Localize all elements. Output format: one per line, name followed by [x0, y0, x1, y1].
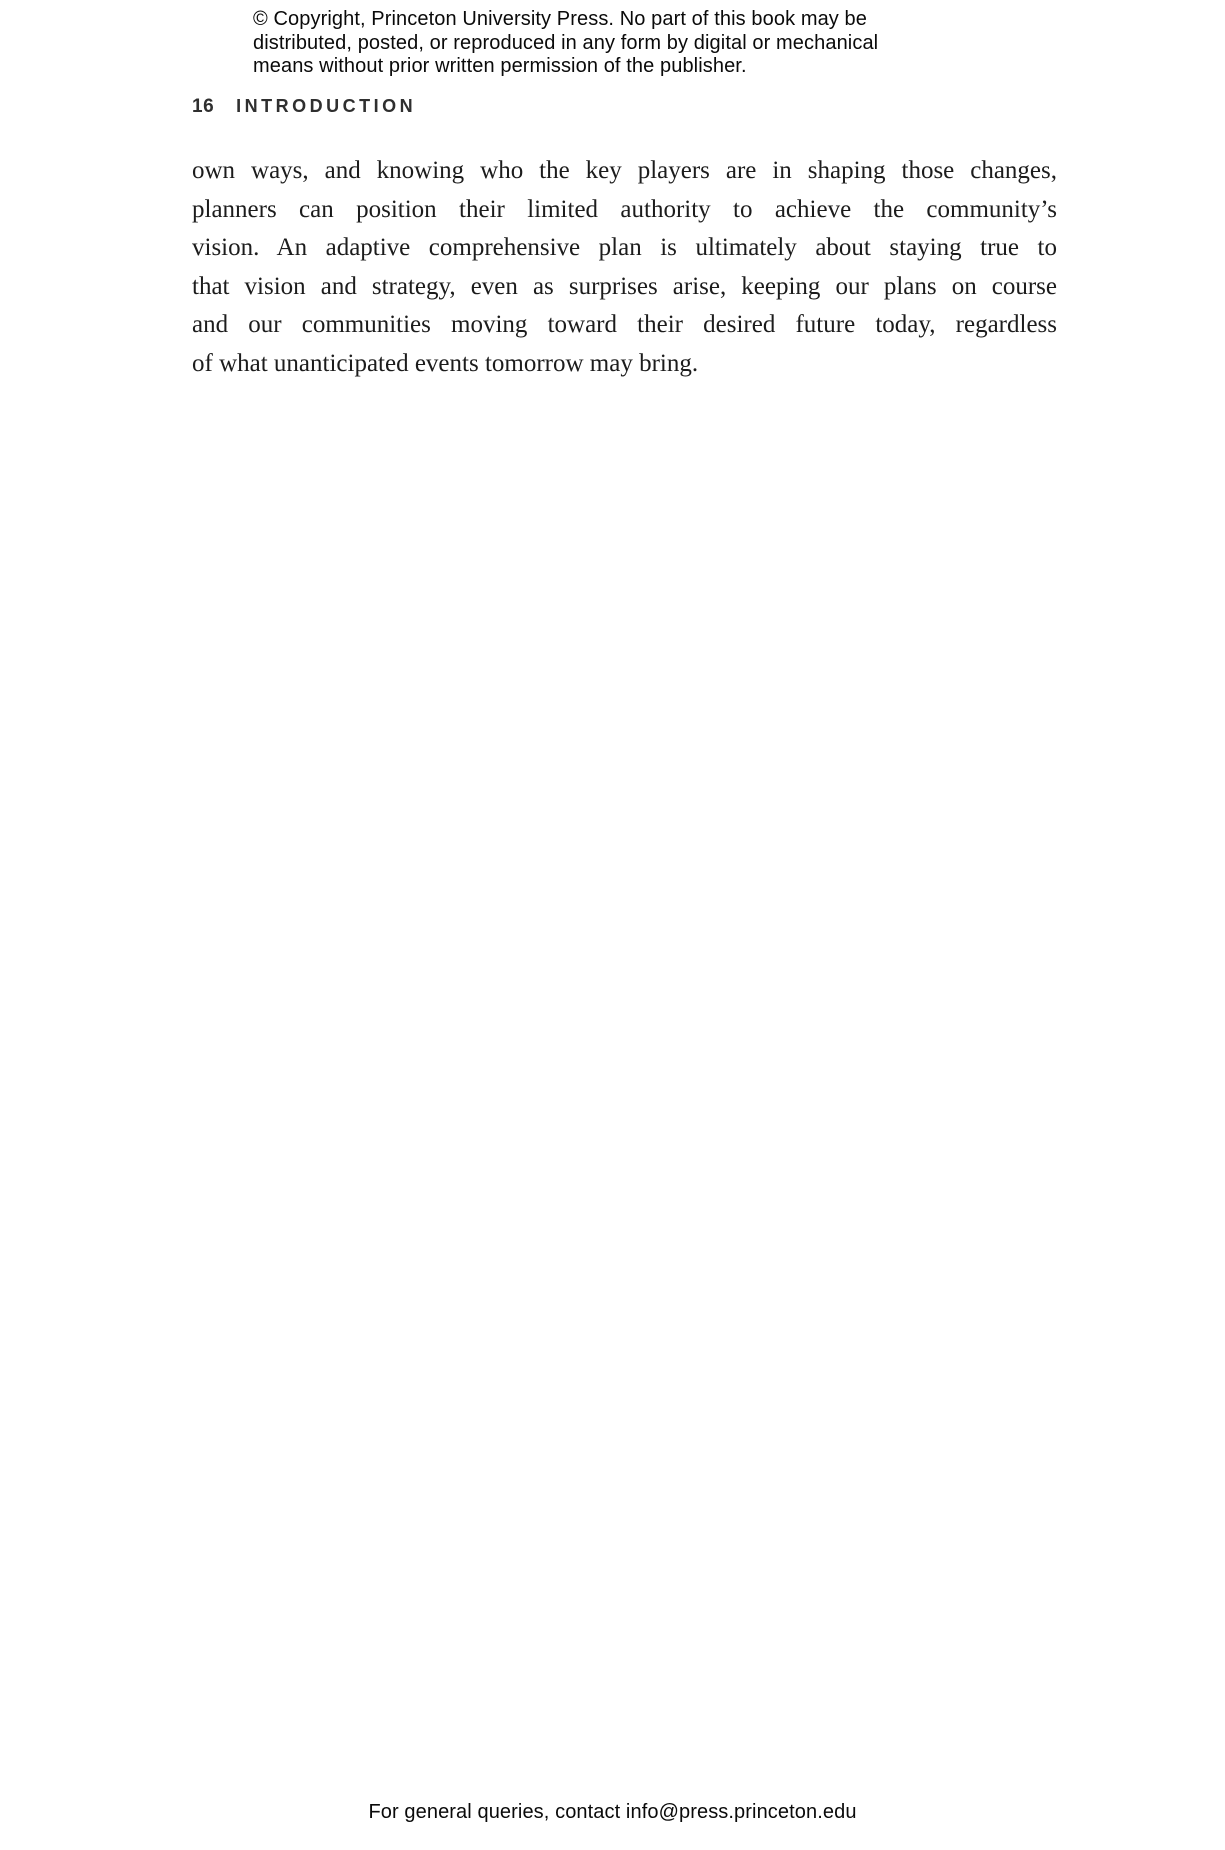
copyright-notice-line: © Copyright, Princeton University Press. No part of this book may be: [253, 8, 868, 30]
copyright-notice-line: distributed, posted, or reproduced in any form by digital or mechanical: [253, 31, 879, 54]
footer-contact-line: For general queries, contact info@press.princeton.edu: [368, 1801, 857, 1823]
section-title: INTRODUCTION: [236, 96, 417, 116]
copyright-notice-line: means without prior written permission of the publisher.: [253, 55, 747, 77]
page-number: 16: [192, 96, 215, 117]
body-text-line: own ways, and knowing who the key players are in shaping those changes,: [192, 157, 1057, 184]
body-paragraph: [192, 152, 1057, 384]
body-text-line: planners can position their limited authority to achieve the community’s: [192, 195, 1057, 223]
running-head: [192, 96, 416, 118]
body-text-line: vision. An adaptive comprehensive plan is ultimately about staying true to: [192, 234, 1057, 262]
body-text-line: that vision and strategy, even as surprises arise, keeping our plans on course: [192, 272, 1057, 300]
body-text-line: and our communities moving toward their desired future today, regardless: [192, 311, 1057, 339]
copyright-notice: [253, 8, 878, 79]
body-text-line: of what unanticipated events tomorrow may bring.: [192, 349, 699, 377]
